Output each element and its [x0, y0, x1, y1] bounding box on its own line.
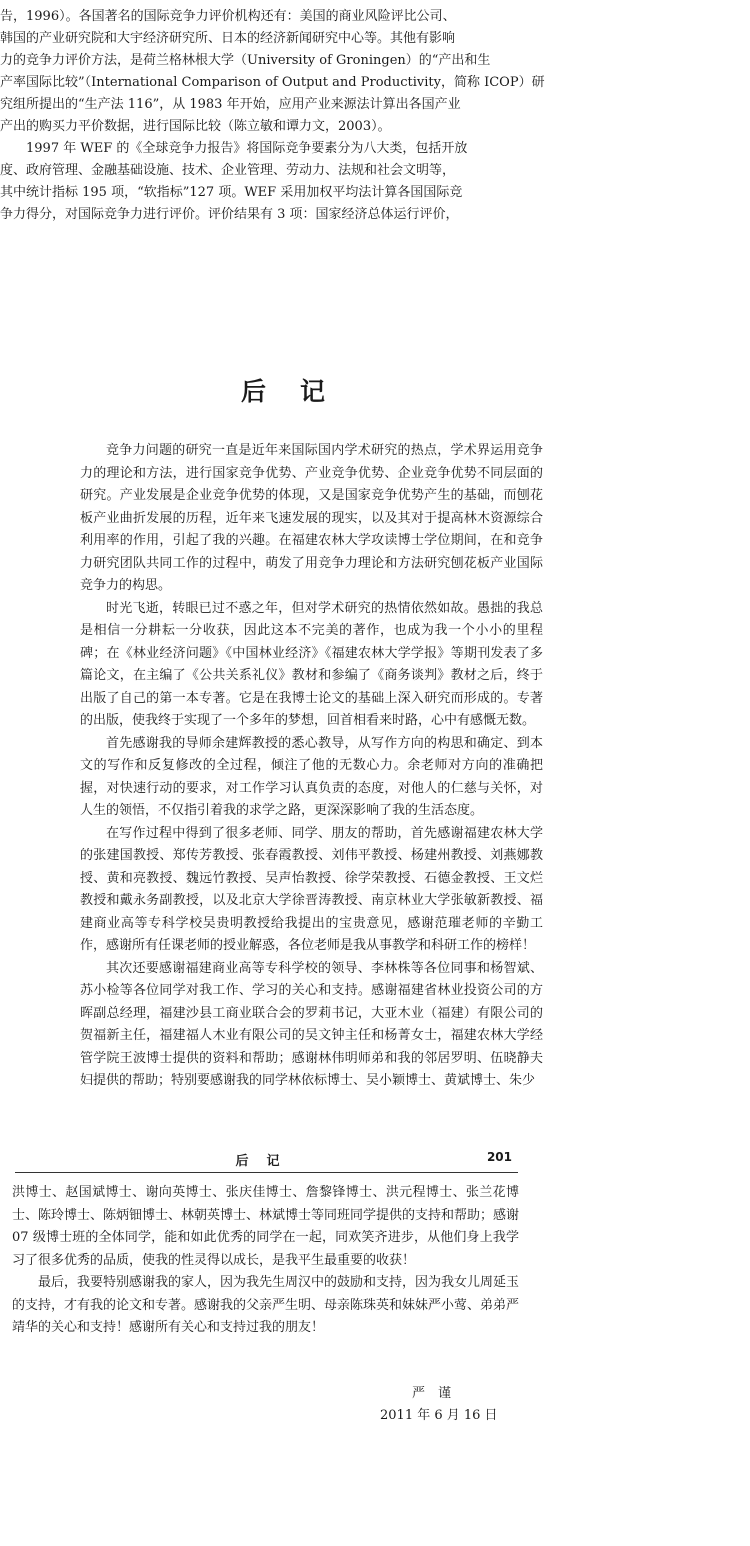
paragraph: 首先感谢我的导师余建辉教授的悉心教导，从写作方向的构思和确定、到本文的写作和反复修改的全过程，倾注了他的无数心力。余老师对方向的准确把握，对快速行动的要求，对工作学习认真负责的态度，对他人的仁慈与关怀，对人生的领悟，不仅指引着我的求学之路，更深深影响了我的生活态度。: [80, 735, 543, 818]
text-line: 1997 年 WEF 的《全球竞争力报告》将国际竞争要素分为八大类，包括开放: [0, 141, 468, 156]
page-number: 201: [486, 1150, 512, 1164]
text-line: 究组所提出的“生产法 116”，从 1983 年开始，应用产业来源法计算出各国产业: [0, 97, 461, 112]
text-line: 产出的购买力平价数据，进行国际比较（陈立敏和谭力文，2003）。: [0, 119, 391, 134]
paragraph: 时光飞逝，转眼已过不惑之年，但对学术研究的热情依然如故。愚拙的我总是相信一分耕耘一分收获，因此这本不完美的著作，也成为我一个小小的里程碑；在《林业经济问题》《中国林业经济》《福建农林大学学报》等期刊发表了多篇论文，在主编了《公共关系礼仪》教材和参编了《商务谈判》教材之后，终于出版了自己的第一本专著。它是在我博士论文的基础上深入研究而形成的。专著的出版，使我终于实现了一个多年的梦想，回首相看来时路，心中有感慨无数。: [80, 600, 543, 728]
author-signature: 严 谨: [412, 1386, 452, 1401]
section-title: 后记: [240, 377, 359, 406]
text-line: 其中统计指标 195 项，“软指标”127 项。WEF 采用加权平均法计算各国国际竞: [0, 185, 463, 200]
text-line: 度、政府管理、金融基础设施、技术、企业管理、劳动力、法规和社会文明等，: [0, 163, 456, 178]
running-head-title: 后记: [235, 1154, 298, 1169]
paragraph: 其次还要感谢福建商业高等专科学校的领导、李林株等各位同事和杨智斌、苏小检等各位同学对我工作、学习的关心和支持。感谢福建省林业投资公司的方晖副总经理，福建沙县工商业联合会的罗莉书记，大亚木业（福建）有限公司的贺福新主任，福建福人木业有限公司的吴文钟主任和杨菁女士，福建农林大学经管学院王波博士提供的资料和帮助；感谢林伟明师弟和我的邻居罗明、伍晓静夫妇提供的帮助；特别要感谢我的同学林依标博士、吴小颖博士、黄斌博士、朱少: [80, 960, 543, 1088]
text-line: 力的竞争力评价方法，是荷兰格林根大学（University of Groningen）的“产出和生: [0, 53, 491, 68]
postscript-body: [80, 440, 543, 1093]
paragraph: 最后，我要特别感谢我的家人，因为我先生周汉中的鼓励和支持，因为我女儿周延玉的支持，才有我的论文和专著。感谢我的父亲严生明、母亲陈珠英和妹妹严小莺、弟弟严靖华的关心和支持！感谢所有关心和支持过我的朋友！: [12, 1275, 520, 1335]
paragraph: 竞争力问题的研究一直是近年来国际国内学术研究的热点，学术界运用竞争力的理论和方法，进行国家竞争优势、产业竞争优势、企业竞争优势不同层面的研究。产业发展是企业竞争优势的体现，又是国家竞争优势产生的基础，而刨花板产业曲折发展的历程，近年来飞速发展的现实，以及其对于提高林木资源综合利用率的作用，引起了我的兴趣。在福建农林大学攻读博士学位期间，在和竞争力研究团队共同工作的过程中，萌发了用竞争力理论和方法研究刨花板产业国际竞争力的构思。: [80, 443, 543, 593]
text-line: 告，1996）。各国著名的国际竞争力评价机构还有：美国的商业风险评比公司、: [0, 9, 456, 24]
paragraph: 洪博士、赵国斌博士、谢向英博士、张庆佳博士、詹黎锋博士、洪元程博士、张兰花博士、陈玲博士、陈炳钿博士、林朝英博士、林斌博士等同班同学提供的支持和帮助；感谢 07 级博士班的全体同学，能和如此优秀的同学在一起，同欢笑齐进步，从他们身上我学习了很多优秀的品质，使我的性灵得以成长，是我平生最重要的收获！: [12, 1185, 520, 1268]
page2-body: [12, 1182, 519, 1340]
text-line: 争力得分，对国际竞争力进行评价。评价结果有 3 项：国家经济总体运行评价，: [0, 207, 459, 222]
text-line: 产率国际比较”（International Comparison of Output and Productivity，简称 ICOP）研: [0, 75, 545, 90]
paragraph: 在写作过程中得到了很多老师、同学、朋友的帮助，首先感谢福建农林大学的张建国教授、郑传芳教授、张春霞教授、刘伟平教授、杨建州教授、刘燕娜教授、黄和亮教授、魏远竹教授、吴声怡教授、徐学荣教授、石德金教授、王文烂教授和戴永务副教授，以及北京大学徐晋涛教授、南京林业大学张敏新教授、福建商业高等专科学校吴贵明教授给我提出的宝贵意见，感谢范璀老师的辛勤工作，感谢所有任课老师的授业解惑，各位老师是我从事教学和科研工作的榜样！: [80, 825, 543, 953]
signature-date: 2011 年 6 月 16 日: [380, 1408, 498, 1423]
text-line: 韩国的产业研究院和大宇经济研究所、日本的经济新闻研究中心等。其他有影响: [0, 31, 456, 46]
running-head: [15, 1150, 518, 1173]
